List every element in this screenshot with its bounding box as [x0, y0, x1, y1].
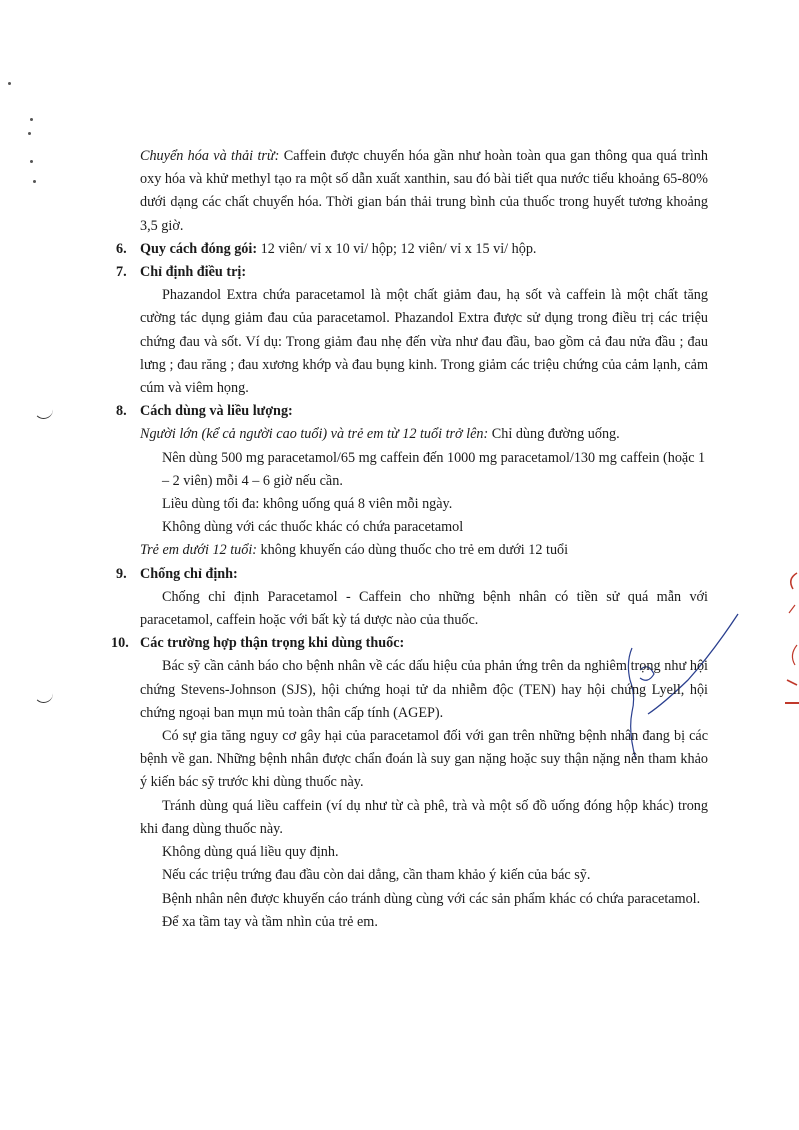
section-8-heading: [116, 400, 708, 423]
scan-speck: [30, 118, 33, 121]
section-10-heading: [111, 632, 708, 655]
section-10-number: 10.: [111, 635, 129, 652]
section-8-adult-label: Người lớn (kể cả người cao tuổi) và trẻ em từ 12 tuổi trở lên:: [140, 426, 489, 443]
section-8-child: [140, 539, 708, 562]
metabolism-text: Caffein được chuyển hóa gần như hoàn toàn qua gan thông qua quá trình oxy hóa và khử methyl tạo ra một số dẫn xuất xanthin, sau đó bài tiết qua nước tiểu khoảng 65-80% dưới dạng các chất chuyển hóa. Thời gian bán thải trung bình của thuốc trong huyết tương khoảng 3,5 giờ.: [140, 148, 708, 234]
section-8-title: Cách dùng và liều lượng:: [140, 403, 293, 420]
metabolism-label: Chuyển hóa và thải trừ:: [140, 148, 280, 164]
section-8-child-text: không khuyến cáo dùng thuốc cho trẻ em dưới 12 tuổi: [256, 542, 569, 559]
section-9-number: 9.: [116, 565, 127, 582]
scan-speck: [30, 160, 33, 163]
section-10-p5: Nếu các triệu trứng đau đầu còn dai dẳng, cần tham khảo ý kiến của bác sỹ.: [162, 867, 591, 884]
scan-speck: [33, 180, 36, 183]
section-6-number: 6.: [116, 240, 127, 257]
stamp-edge-icon: [783, 565, 799, 705]
section-10-p4: Không dùng quá liều quy định.: [162, 844, 339, 861]
section-7-title: Chỉ định điều trị:: [140, 264, 247, 281]
section-9-title: Chống chỉ định:: [140, 565, 238, 582]
hole-punch-mark: [34, 692, 53, 703]
section-6-value: 12 viên/ vỉ x 10 vỉ/ hộp; 12 viên/ vỉ x 15 vỉ/ hộp.: [257, 240, 537, 257]
section-10-p2: Có sự gia tăng nguy cơ gây hại của paracetamol đối với gan trên những bệnh nhân đang bị các bệnh về gan. Những bệnh nhân được chẩn đoán là suy gan nặng hoặc suy thận nặng nên tham khảo ý kiến bác sỹ trước khi dùng thuốc này.: [140, 728, 708, 791]
section-8-adult-text: Chỉ dùng đường uống.: [488, 426, 620, 443]
section-7-number: 7.: [116, 264, 127, 281]
section-7-heading: [116, 261, 708, 284]
section-8-number: 8.: [116, 403, 127, 420]
section-8-dose: Nên dùng 500 mg paracetamol/65 mg caffein đến 1000 mg paracetamol/130 mg caffein (hoặc 1 – 2 viên) mỗi 4 – 6 giờ nếu cần.: [162, 449, 706, 489]
section-8-adult: [140, 423, 708, 446]
section-8-other-drugs: Không dùng với các thuốc khác có chứa paracetamol: [162, 519, 464, 536]
section-6-title: Quy cách đóng gói:: [140, 240, 258, 257]
section-8-max-dose: Liều dùng tối đa: không uống quá 8 viên mỗi ngày.: [162, 496, 453, 513]
section-10-title: Các trường hợp thận trọng khi dùng thuốc:: [140, 635, 405, 652]
document-body: [111, 145, 708, 934]
section-8-child-label: Trẻ em dưới 12 tuổi:: [140, 542, 257, 559]
section-9-body: Chống chỉ định Paracetamol - Caffein cho những bệnh nhân có tiền sử quá mẫn với paracetamol, caffein hoặc với bất kỳ tá dược nào của thuốc.: [140, 588, 708, 629]
section-10-p1: Bác sỹ cần cảnh báo cho bệnh nhân về các dấu hiệu của phản ứng trên da nghiêm trọng như hội chứng Stevens-Johnson (SJS), hội chứng hoại tử da nhiễm độc (TEN) hay hội chứng Lyell, hội chứng ngoại ban mụn mủ toàn thân cấp tính (AGEP).: [140, 658, 708, 721]
hole-punch-mark: [34, 408, 53, 419]
section-10-p3: Tránh dùng quá liều caffein (ví dụ như từ cà phê, trà và một số đồ uống đóng hộp khác) trong khi đang dùng thuốc này.: [140, 797, 708, 837]
scan-speck: [8, 82, 11, 85]
section-10-p6: Bệnh nhân nên được khuyến cáo tránh dùng cùng với các sản phẩm khác có chứa paracetamol.: [162, 890, 701, 907]
section-7-body: Phazandol Extra chứa paracetamol là một chất giảm đau, hạ sốt và caffein là một chất tăng cường tác dụng giảm đau của paracetamol. Phazandol Extra được sử dụng trong điều trị các triệu chứng đau và sốt. Ví dụ: Trong giảm đau nhẹ đến vừa như đau đầu, bao gồm cả đau nửa đầu ; đau lưng ; đau răng ; đau xương khớp và đau bụng kinh. Trong giảm các triệu chứng của cảm lạnh, cảm cúm và viêm họng.: [140, 287, 708, 397]
scan-speck: [28, 132, 31, 135]
metabolism-paragraph: [140, 145, 708, 238]
section-9-heading: [116, 563, 708, 586]
section-6-heading: [116, 238, 708, 261]
section-10-p7: Để xa tầm tay và tầm nhìn của trẻ em.: [162, 913, 378, 930]
